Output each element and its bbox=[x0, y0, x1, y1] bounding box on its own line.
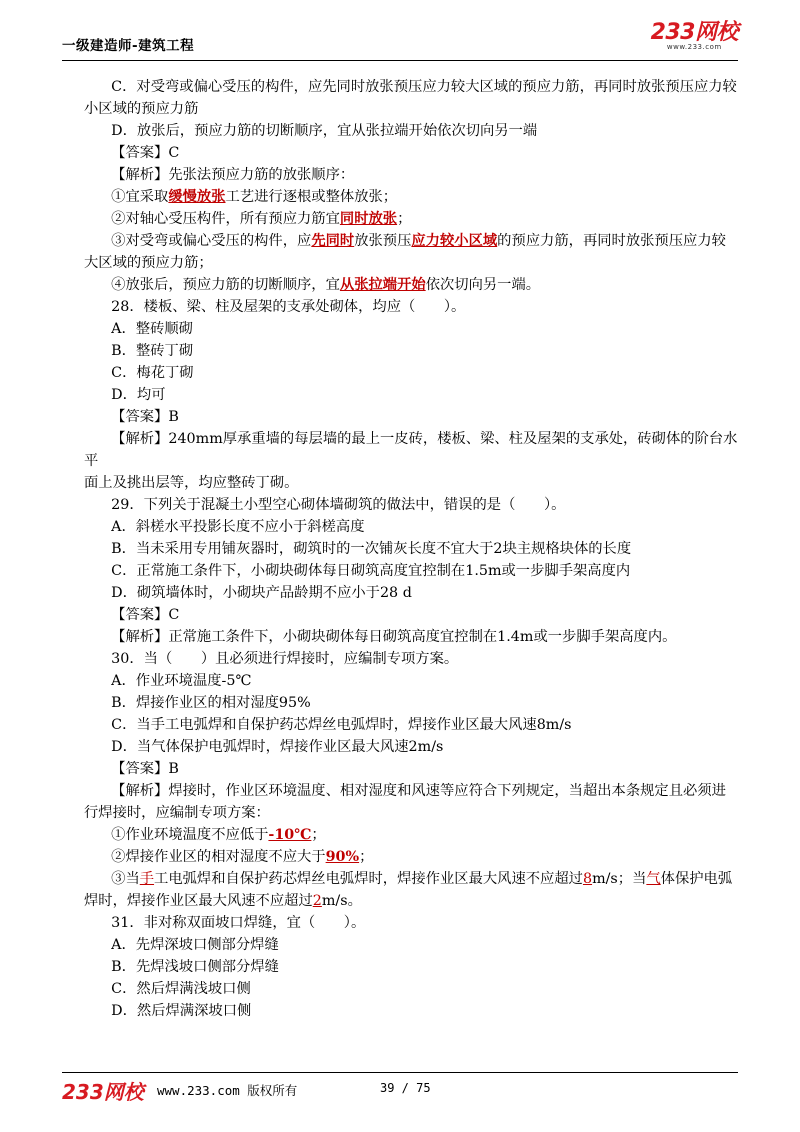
analysis-item: ②对轴心受压构件，所有预应力筋宜同时放张； bbox=[111, 211, 412, 227]
analysis-item: ①宜采取缓慢放张工艺进行逐根或整体放张； bbox=[111, 189, 398, 205]
page-footer bbox=[62, 1076, 738, 1104]
keyword-highlight: 2 bbox=[312, 893, 322, 909]
option-line: A．整砖顺砌 bbox=[111, 321, 193, 337]
option-line: D．放张后，预应力筋的切断顺序，宜从张拉端开始依次切向另一端 bbox=[111, 123, 538, 139]
answer-line: 【答案】B bbox=[111, 761, 179, 777]
question-stem: 28．楼板、梁、柱及屋架的支承处砌体，均应（ ）。 bbox=[111, 299, 466, 315]
question-stem: 29．下列关于混凝土小型空心砌体墙砌筑的做法中，错误的是（ ）。 bbox=[111, 497, 566, 513]
analysis-item: ④放张后，预应力筋的切断顺序，宜从张拉端开始依次切向另一端。 bbox=[111, 277, 541, 293]
header-title: 一级建造师-建筑工程 bbox=[62, 38, 195, 54]
footer-divider bbox=[62, 1072, 738, 1073]
analysis-line-cont: 面上及挑出层等，均应整砖丁砌。 bbox=[84, 475, 299, 491]
keyword-highlight: 从张拉端开始 bbox=[339, 277, 426, 293]
option-line: D．当气体保护电弧焊时，焊接作业区最大风速2m/s bbox=[111, 739, 444, 755]
option-line-cont: 小区域的预应力筋 bbox=[84, 101, 199, 117]
footer-logo: 233网校 bbox=[62, 1080, 144, 1104]
answer-line: 【答案】C bbox=[111, 607, 180, 623]
answer-line: 【答案】C bbox=[111, 145, 180, 161]
page-number: 39 / 75 bbox=[380, 1081, 431, 1095]
option-line: C．当手工电弧焊和自保护药芯焊丝电弧焊时，焊接作业区最大风速8m/s bbox=[111, 717, 572, 733]
analysis-line: 【解析】焊接时，作业区环境温度、相对湿度和风速等应符合下列规定，当超出本条规定且必须进 bbox=[111, 783, 726, 799]
answer-line: 【答案】B bbox=[111, 409, 179, 425]
keyword-highlight: 8 bbox=[582, 871, 593, 887]
analysis-line: 【解析】先张法预应力筋的放张顺序： bbox=[111, 167, 355, 183]
keyword-highlight: 90% bbox=[325, 849, 360, 865]
option-line: B．先焊浅坡口侧部分焊缝 bbox=[111, 959, 279, 975]
option-line: D．均可 bbox=[111, 387, 166, 403]
keyword-highlight: 缓慢放张 bbox=[168, 189, 226, 205]
option-line: B．整砖丁砌 bbox=[111, 343, 194, 359]
option-line: C．然后焊满浅坡口侧 bbox=[111, 981, 251, 997]
keyword-highlight: -10℃ bbox=[268, 827, 312, 843]
analysis-item: ③当手工电弧焊和自保护药芯焊丝电弧焊时，焊接作业区最大风速不应超过8m/s；当气体保护电弧 bbox=[111, 871, 733, 887]
option-line: B．当未采用专用铺灰器时，砌筑时的一次铺灰长度不宜大于2块主规格块体的长度 bbox=[111, 541, 632, 557]
logo-subtext: www.233.com bbox=[666, 43, 722, 51]
analysis-item: ①作业环境温度不应低于-10℃； bbox=[111, 827, 326, 843]
analysis-item: ③对受弯或偏心受压的构件，应先同时放张预压应力较小区域的预应力筋，再同时放张预压应力较 bbox=[111, 233, 726, 249]
keyword-highlight: 同时放张 bbox=[339, 211, 398, 227]
option-line: A．斜槎水平投影长度不应小于斜槎高度 bbox=[111, 519, 365, 535]
option-line: D．砌筑墙体时，小砌块产品龄期不应小于28 d bbox=[111, 585, 412, 601]
option-line: A．先焊深坡口侧部分焊缝 bbox=[111, 937, 279, 953]
question-stem: 30．当（ ）且必须进行焊接时，应编制专项方案。 bbox=[111, 651, 459, 667]
logo-text: 233网校 bbox=[650, 20, 738, 45]
page-header bbox=[62, 22, 738, 58]
analysis-line: 【解析】240mm厚承重墙的每层墙的最上一皮砖，楼板、梁、柱及屋架的支承处，砖砌体的阶台水平 bbox=[84, 431, 738, 469]
option-line: A．作业环境温度-5℃ bbox=[111, 673, 252, 689]
option-line: C．梅花丁砌 bbox=[111, 365, 194, 381]
brand-logo bbox=[651, 22, 738, 51]
keyword-highlight: 气 bbox=[646, 871, 661, 887]
keyword-highlight: 手 bbox=[139, 871, 155, 887]
question-stem: 31．非对称双面坡口焊缝，宜（ ）。 bbox=[111, 915, 366, 931]
analysis-line-cont: 行焊接时，应编制专项方案： bbox=[84, 805, 270, 821]
option-line: C．对受弯或偏心受压的构件，应先同时放张预压应力较大区域的预应力筋，再同时放张预压应力较 bbox=[111, 79, 737, 95]
analysis-item: ②焊接作业区的相对湿度不应大于90%； bbox=[111, 849, 374, 865]
option-line: C．正常施工条件下，小砌块砌体每日砌筑高度宜控制在1.5m或一步脚手架高度内 bbox=[111, 563, 631, 579]
analysis-item-cont: 焊时，焊接作业区最大风速不应超过2m/s。 bbox=[84, 893, 362, 909]
document-body bbox=[84, 76, 740, 1022]
analysis-item-cont: 大区域的预应力筋； bbox=[84, 255, 213, 271]
option-line: B．焊接作业区的相对湿度95% bbox=[111, 695, 311, 711]
analysis-line: 【解析】正常施工条件下，小砌块砌体每日砌筑高度宜控制在1.4m或一步脚手架高度内。 bbox=[111, 629, 677, 645]
header-divider bbox=[62, 60, 738, 61]
keyword-highlight: 应力较小区域 bbox=[411, 233, 498, 249]
option-line: D．然后焊满深坡口侧 bbox=[111, 1003, 252, 1019]
footer-copyright: www.233.com 版权所有 bbox=[157, 1083, 298, 1098]
keyword-highlight: 先同时 bbox=[311, 233, 355, 249]
